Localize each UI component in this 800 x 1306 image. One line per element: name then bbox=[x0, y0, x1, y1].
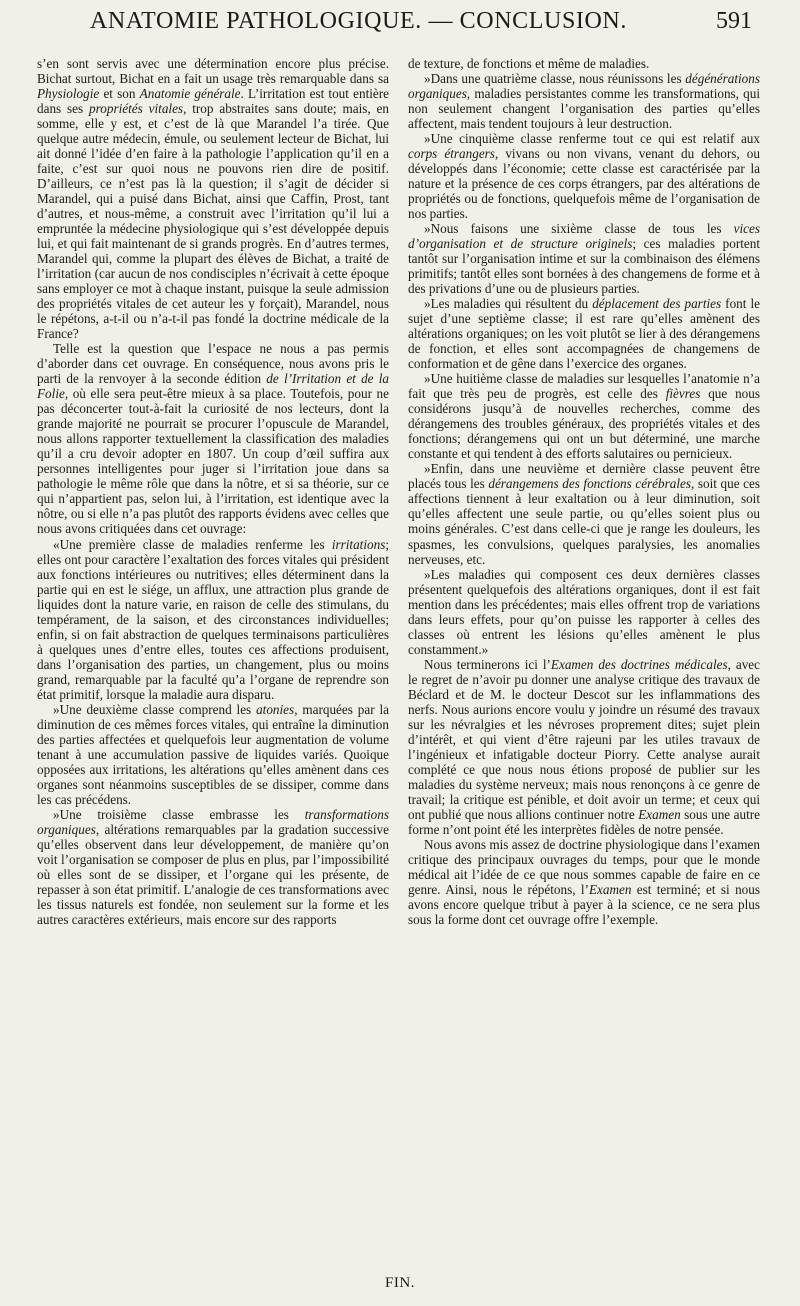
text-run: , marquées par la diminution de ces mêmes forces vitales, qui entraîne la diminution des parties affectées et quelquefois leur augmentation de volume tenant à une accumulation passive de liquides variés. Quoique opposées aux irritations, les altérations qu’elles amènent dans ces organes sont néanmoins susceptibles de se dissiper, comme dans les cas précédens. bbox=[37, 701, 389, 807]
paragraph bbox=[408, 461, 760, 566]
left-column bbox=[37, 56, 389, 927]
text-run: »Les maladies qui résultent du bbox=[424, 296, 593, 312]
paragraph bbox=[37, 807, 389, 927]
text-run: ; elles ont pour caractère l’exaltation des forces vitales qui président aux fonctions intérieures ou nutritives; elles déterminent dans la partie qui en est le siége, un afflux, une attraction plus grande de liquides dont la nature varie, en raison de celle des stimulans, du tempérament, de la saison, et des circonstances individuelles; enfin, si on fait abstraction de quelques terminaisons particulières à quelques unes d’entre elles, toutes ces affections produisent, dans l’organisation des parties, un changement, plus ou moins grand, remarquable par la faculté qu’a l’organe de reprendre son état primitif, lorsque la maladie aura disparu. bbox=[37, 536, 389, 702]
paragraph bbox=[408, 371, 760, 461]
text-run: «Une première classe de maladies renferme les bbox=[53, 536, 332, 552]
italic-text: dérangemens des fonctions cérébrales bbox=[488, 476, 692, 492]
end-mark: FIN. bbox=[385, 1275, 415, 1291]
running-header bbox=[0, 6, 800, 46]
text-run: , où elle sera peut-être mieux à sa place. Toutefois, pour ne pas déconcerter tout-à-fait la curiosité de nos lecteurs, dont la grande majorité ne pourrait se procurer l’opuscule de Marandel, nous allons rapporter textuellement la classification des maladies qu’il a cru devoir adopter en 1807. Un coup d’œil suffira aux personnes intelligentes pour juger si l’irritation joue dans sa pathologie le même rôle que dans la nôtre, et si sa théorie, sur ce qui n’appartient pas, selon lui, à l’irritation, est identique avec la nôtre, ou si elle n’a pas plutôt des rapports évidens avec celles que nous avons critiquées dans cet ouvrage: bbox=[37, 386, 389, 537]
italic-text: atonies bbox=[256, 701, 295, 717]
text-run: »Une troisième classe embrasse les bbox=[53, 806, 305, 822]
italic-text: irritations bbox=[331, 536, 386, 552]
text-run: de texture, de fonctions et même de maladies. bbox=[408, 56, 650, 71]
paragraph bbox=[408, 837, 760, 927]
text-run: est terminé; et si nous avons encore quelque tribut à payer à la science, ce ne sera plus sous la forme dont cet ouvrage offre l’exemple. bbox=[408, 881, 760, 927]
text-run: , avec le regret de n’avoir pu donner une analyse critique des travaux de Béclard et de M. le docteur Descot sur les inflammations des nerfs. Nous aurions encore voulu y joindre un résumé des travaux sur les névralgies et les névroses proprement dites; sujet plein d’intérêt, et qui vient d’être rajeuni par les utiles travaux de l’ingénieux et infatigable docteur Piorry. Cette analyse aurait complété ce que nous nous étions proposé de publier sur les maladies du système nerveux; mais nous renonçons à ce genre de travail; la critique est pénible, et doit avoir un terme; et ceux qui ont publié que nous allions continuer notre bbox=[408, 656, 761, 822]
paragraph bbox=[408, 567, 760, 657]
italic-text: Examen des doctrines médicales bbox=[550, 656, 728, 672]
running-title: ANATOMIE PATHOLOGIQUE. — CONCLUSION. bbox=[90, 8, 627, 34]
text-run: »Les maladies qui composent ces deux dernières classes présentent quelquefois des altérations organiques, dont il est fait mention dans les précédentes; mais elles offrent trop de variations dans leurs effets, pour qu’on puisse les rapporter à celles des classes où entrent les lésions qu’elles amènent le plus constamment.» bbox=[408, 566, 760, 657]
italic-text: corps étrangers bbox=[408, 146, 495, 162]
text-run: , maladies persistantes comme les transformations, qui non seulement changent l’organisation des parties qu’elles affectent, mais tendent toujours à leur destruction. bbox=[408, 86, 760, 132]
italic-text: fièvres bbox=[665, 386, 701, 402]
text-run: , altérations remarquables par la gradation successive qu’elles observent dans leur développement, de manière qu’on voit l’organisation se composer de plus en plus, par l’impossibilité où elles sont de se dissiper, et l’organe qui les présente, de repasser à son état primitif. L’analogie de ces transformations avec les tissus naturels est fondée, non seulement sur la forme et les autres caractères extérieurs, mais encore sur des rapports bbox=[37, 821, 389, 927]
paragraph bbox=[37, 702, 389, 807]
text-run: ; ces maladies portent tantôt sur l’organisation intime et sur la combinaison des élémens primitifs; tantôt elles sont bornées à des changemens de forme et à des privations d’une ou de plusieurs parties. bbox=[408, 236, 760, 297]
text-run: font le sujet d’une septième classe; il est rare qu’elles amènent des altérations organiques; on les voit plutôt se lier à des dérangemens de fonction, et elles sont accompagnées de changemens de conformation et de gêne dans l’exercice des organes. bbox=[408, 296, 760, 372]
text-run: et son bbox=[99, 86, 140, 102]
italic-text: Examen bbox=[588, 881, 632, 897]
paragraph bbox=[37, 341, 389, 536]
text-run: . L’irritation est tout entière dans ses bbox=[37, 86, 390, 117]
paragraph bbox=[37, 537, 389, 702]
page-number: 591 bbox=[716, 8, 752, 34]
italic-text: Physiologie bbox=[37, 86, 100, 102]
text-run: »Une cinquième classe renferme tout ce qui est relatif aux bbox=[424, 131, 760, 147]
paragraph bbox=[408, 71, 760, 131]
text-run: »Enfin, dans une neuvième et dernière classe peuvent être placés tous les bbox=[408, 461, 760, 492]
text-run: que nous considérons jusqu’à de nouvelles recherches, comme des dérangemens des troubles généraux, des propriétés vitales et des fonctions; dérangemens qui ont un but déterminé, une marche constante et qui tendent à des efforts salutaires ou pernicieux. bbox=[408, 386, 760, 462]
text-run: , soit que ces affections tiennent à leur exaltation ou à leur diminution, soit qu’elles affectent une seule partie, ou qu’elles soient plus ou moins générales. C’est dans celle-ci que je range les douleurs, les spasmes, les convulsions, quelques paralysies, les anomalies nerveuses, etc. bbox=[408, 476, 760, 567]
right-column bbox=[408, 56, 760, 927]
text-run: , vivans ou non vivans, venant du dehors, ou développés dans l’économie; cette classe est caractérisée par la nature et la présence de ces corps étrangers, par des altérations de propriétés ou de fonctions, quelquefois même de l’organisation de nos parties. bbox=[408, 146, 760, 222]
text-run: Telle est la question que l’espace ne nous a pas permis d’aborder dans cet ouvrage. En conséquence, nous avons pris le parti de la renvoyer à la seconde édition bbox=[37, 341, 389, 387]
text-run: , trop abstraites sans doute; mais, en somme, elle y est, et c’est de là que Marandel l’a tirée. Que quelque autre médecin, émule, ou seulement lecteur de Bichat, lui ait donné l’idée d’en faire à la pathologie l’application qu’il en a faite, c’est sur quoi nous ne pouvons rien dire de positif. D’ailleurs, ce n’est pas là la question; il s’agit de décider si Marandel, qui a puisé dans Bichat, ainsi que Caffin, Prost, tant d’autres, et nous-même, a construit avec l’irritation qu’il lui a empruntée la médecine physiologique qui s’est développée depuis lui, et qui fait maintenant de si grands progrès. En d’autres termes, Marandel qui, comme la plupart des élèves de Bichat, a traité de l’irritation (car aucun de nos condisciples n’écrivait à cette époque sans employer ce mot à chaque instant, puisque la seule admission des propriétés vitales de cet auteur les y forçait), Marandel, nous le répétons, a-t-il ou n’a-t-il pas fondé la doctrine médicale de la France? bbox=[37, 101, 389, 342]
text-run: »Nous faisons une sixième classe de tous les bbox=[424, 221, 734, 237]
italic-text: transformations organiques bbox=[37, 806, 389, 837]
paragraph bbox=[408, 131, 760, 221]
italic-text: de l’Irritation et de la Folie bbox=[37, 371, 389, 402]
text-run: »Dans une quatrième classe, nous réunissons les bbox=[424, 71, 686, 87]
paragraph bbox=[408, 56, 760, 71]
text-run: »Une deuxième classe comprend les bbox=[53, 701, 257, 717]
italic-text: déplacement des parties bbox=[592, 296, 722, 312]
text-run: »Une huitième classe de maladies sur lesquelles l’anatomie n’a fait que très peu de progrès, est celle des bbox=[408, 371, 760, 402]
text-run: sous une autre forme n’ont point été les interprètes fidèles de notre pensée. bbox=[408, 806, 760, 837]
paragraph bbox=[37, 56, 389, 341]
text-run: Nous terminerons ici l’ bbox=[424, 656, 551, 672]
paragraph bbox=[408, 296, 760, 371]
text-run: Nous avons mis assez de doctrine physiologique dans l’examen critique des principaux ouvrages du temps, pour que le monde médical ait l’idée de ce que nous sommes capable de faire en ce genre. Ainsi, nous le répétons, l’ bbox=[408, 836, 760, 897]
italic-text: Examen bbox=[638, 806, 681, 822]
italic-text: propriétés vitales bbox=[89, 101, 184, 117]
paragraph bbox=[408, 221, 760, 296]
text-run: s’en sont servis avec une détermination encore plus précise. Bichat surtout, Bichat en a fait un usage très remarquable dans sa bbox=[37, 56, 389, 87]
italic-text: Anatomie générale bbox=[139, 86, 241, 102]
italic-text: vices d’organisation et de structure originels bbox=[408, 221, 760, 252]
italic-text: dégénérations organiques bbox=[408, 71, 760, 102]
paragraph bbox=[408, 657, 760, 837]
